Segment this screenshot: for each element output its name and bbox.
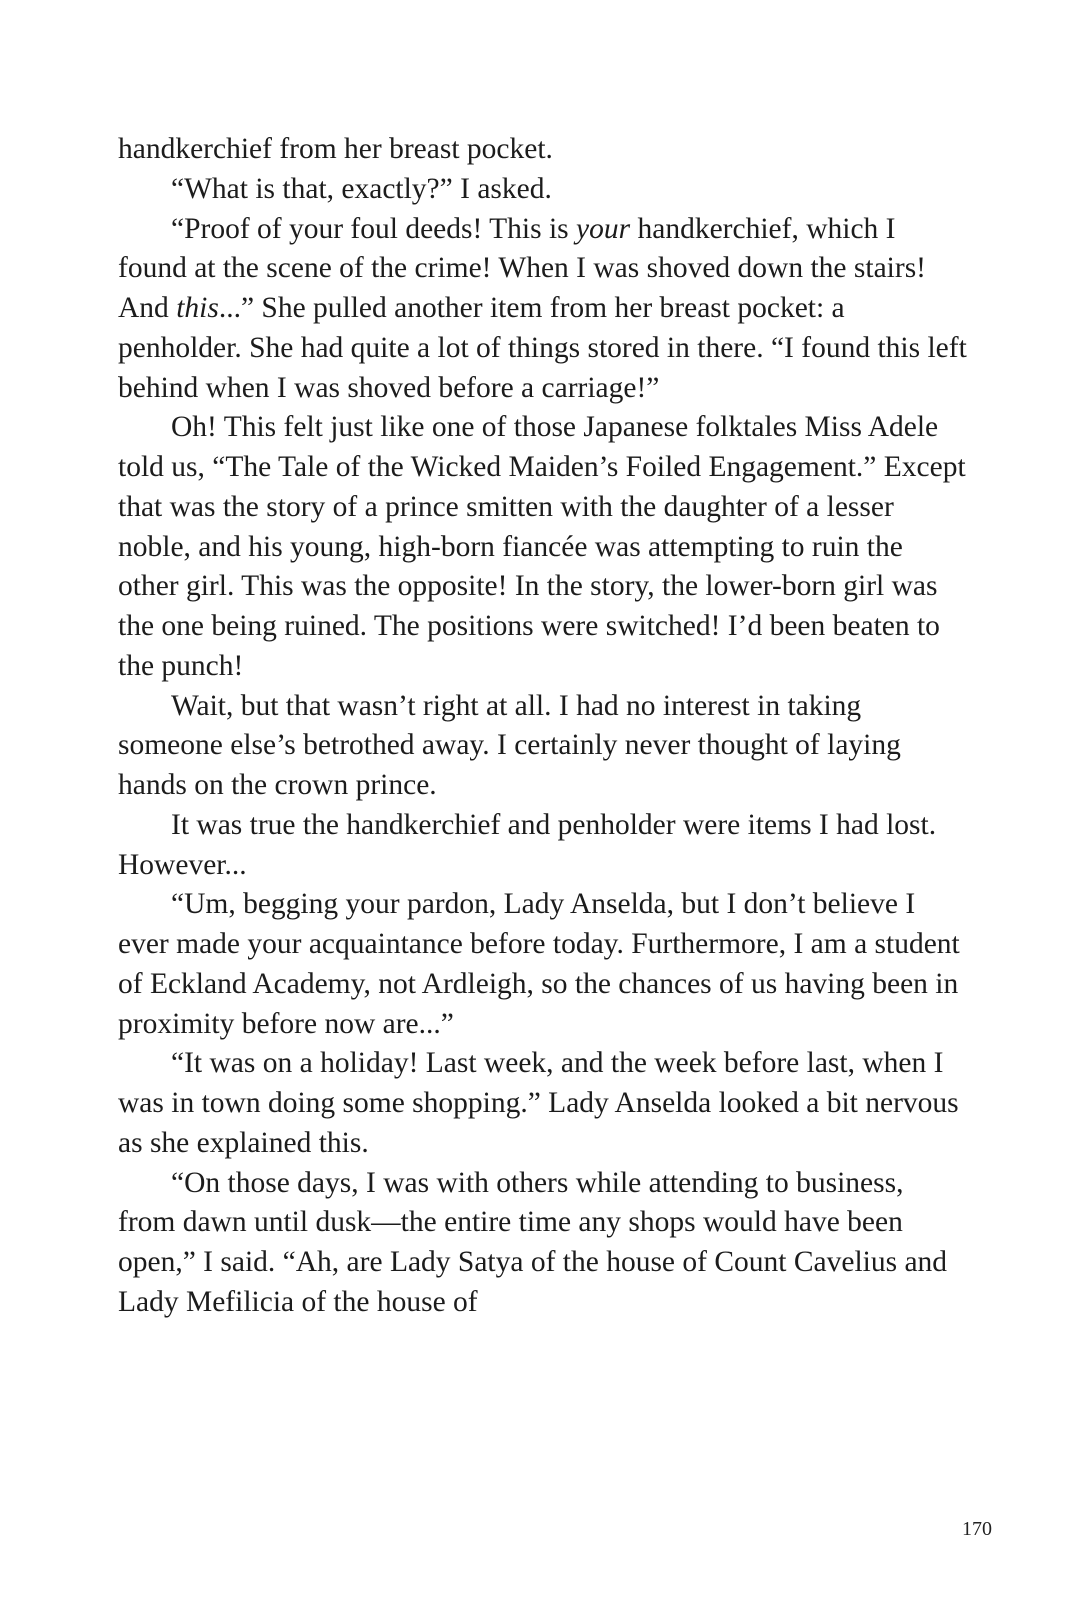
paragraph — [118, 130, 968, 170]
page-number: 170 — [962, 1518, 992, 1540]
text-run: “Um, begging your pardon, Lady Anselda, but I don’t believe I ever made your acquaintance before today. Furthermore, I am a student of Eckland Academy, not Ardleigh, so the chances of us having been in proximity before now are...” — [118, 888, 960, 1040]
paragraph — [118, 687, 968, 806]
text-run: It was true the handkerchief and penholder were items I had lost. However... — [118, 808, 937, 881]
paragraph — [118, 1044, 968, 1163]
emphasized-text: this — [176, 292, 219, 324]
text-run: handkerchief from her breast pocket. — [118, 133, 553, 165]
paragraph — [118, 885, 968, 1044]
text-run: ...” She pulled another item from her breast pocket: a penholder. She had quite a lot of things stored in there. “I found this left behind when I was shoved before a carriage!” — [118, 292, 967, 404]
paragraph — [118, 170, 968, 210]
paragraph — [118, 408, 968, 686]
paragraph — [118, 806, 968, 886]
paragraph — [118, 1164, 968, 1323]
page-body-text — [118, 130, 968, 1323]
paragraph — [118, 210, 968, 409]
text-run: “On those days, I was with others while attending to business, from dawn until dusk—the entire time any shops would have been open,” I said. “Ah, are Lady Satya of the house of Count Cavelius and Lady Mefilicia of the house of — [118, 1166, 948, 1318]
text-run: Oh! This felt just like one of those Japanese folktales Miss Adele told us, “The Tale of the Wicked Maiden’s Foiled Engagement.” Except that was the story of a prince smitten with the daughter of a lesser noble, and his young, high-born fiancée was attempting to ruin the other girl. This was the opposite! In the story, the lower-born girl was the one being ruined. The positions were switched! I’d been beaten to the punch! — [118, 411, 966, 682]
text-run: “It was on a holiday! Last week, and the week before last, when I was in town doing some shopping.” Lady Anselda looked a bit nervous as she explained this. — [118, 1047, 959, 1159]
emphasized-text: your — [576, 212, 631, 245]
text-run: Wait, but that wasn’t right at all. I had no interest in taking someone else’s betrothed away. I certainly never thought of laying hands on the crown prince. — [118, 689, 901, 801]
text-run: handkerchief, which I found at the scene of the crime! When I was shoved down the stairs! And — [118, 212, 926, 324]
text-run: “What is that, exactly?” I asked. — [171, 172, 552, 205]
text-run: “Proof of your foul deeds! This is — [171, 212, 577, 245]
